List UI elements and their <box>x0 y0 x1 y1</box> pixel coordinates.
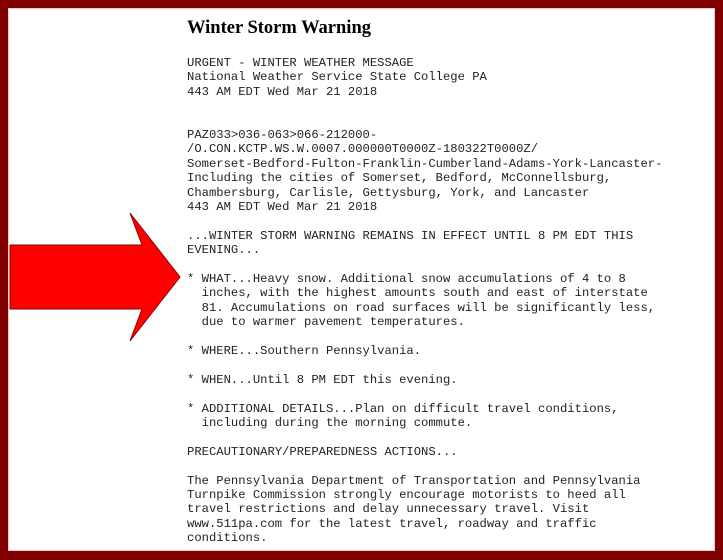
header-line: National Weather Service State College PA <box>187 70 487 85</box>
zone-line: 443 AM EDT Wed Mar 21 2018 <box>187 200 378 215</box>
zone-line: Somerset-Bedford-Fulton-Franklin-Cumberland-Adams-York-Lancaster- <box>187 156 663 171</box>
zone-line: Including the cities of Somerset, Bedford, McConnellsburg, <box>187 171 612 186</box>
zone-line: Chambersburg, Carlisle, Gettysburg, York, and Lancaster <box>187 185 590 200</box>
zone-line: PAZ033>036-063>066-212000- <box>187 128 378 143</box>
when-item: * WHEN...Until 8 PM EDT this evening. <box>187 372 458 387</box>
zone-line: /O.CON.KCTP.WS.W.0007.000000T0000Z-180322T0000Z/ <box>187 142 539 157</box>
header-line: 443 AM EDT Wed Mar 21 2018 <box>187 84 378 99</box>
what-item: * WHAT...Heavy snow. Additional snow accumulations of 4 to 8 inches, with the highest amounts south and east of interstate 81. Accumulations on road surfaces will be significantly less, due to warmer pavement temperatures. <box>187 272 656 330</box>
header-line: URGENT - WINTER WEATHER MESSAGE <box>187 56 414 70</box>
headline: ...WINTER STORM WARNING REMAINS IN EFFECT UNTIL 8 PM EDT THIS EVENING... <box>187 228 634 258</box>
precaution-text: The Pennsylvania Department of Transportation and Pennsylvania Turnpike Commission strongly encourage motorists to heed all travel restrictions and delay unnecessary travel. Visit www.511pa.com for the latest travel, roadway and traffic conditions. <box>187 473 641 546</box>
where-item: * WHERE...Southern Pennsylvania. <box>187 344 422 359</box>
page-title: Winter Storm Warning <box>187 18 371 38</box>
precaution-heading: PRECAUTIONARY/PREPAREDNESS ACTIONS... <box>187 444 458 459</box>
additional-item: * ADDITIONAL DETAILS...Plan on difficult travel conditions, including during the morning commute. <box>187 401 619 431</box>
